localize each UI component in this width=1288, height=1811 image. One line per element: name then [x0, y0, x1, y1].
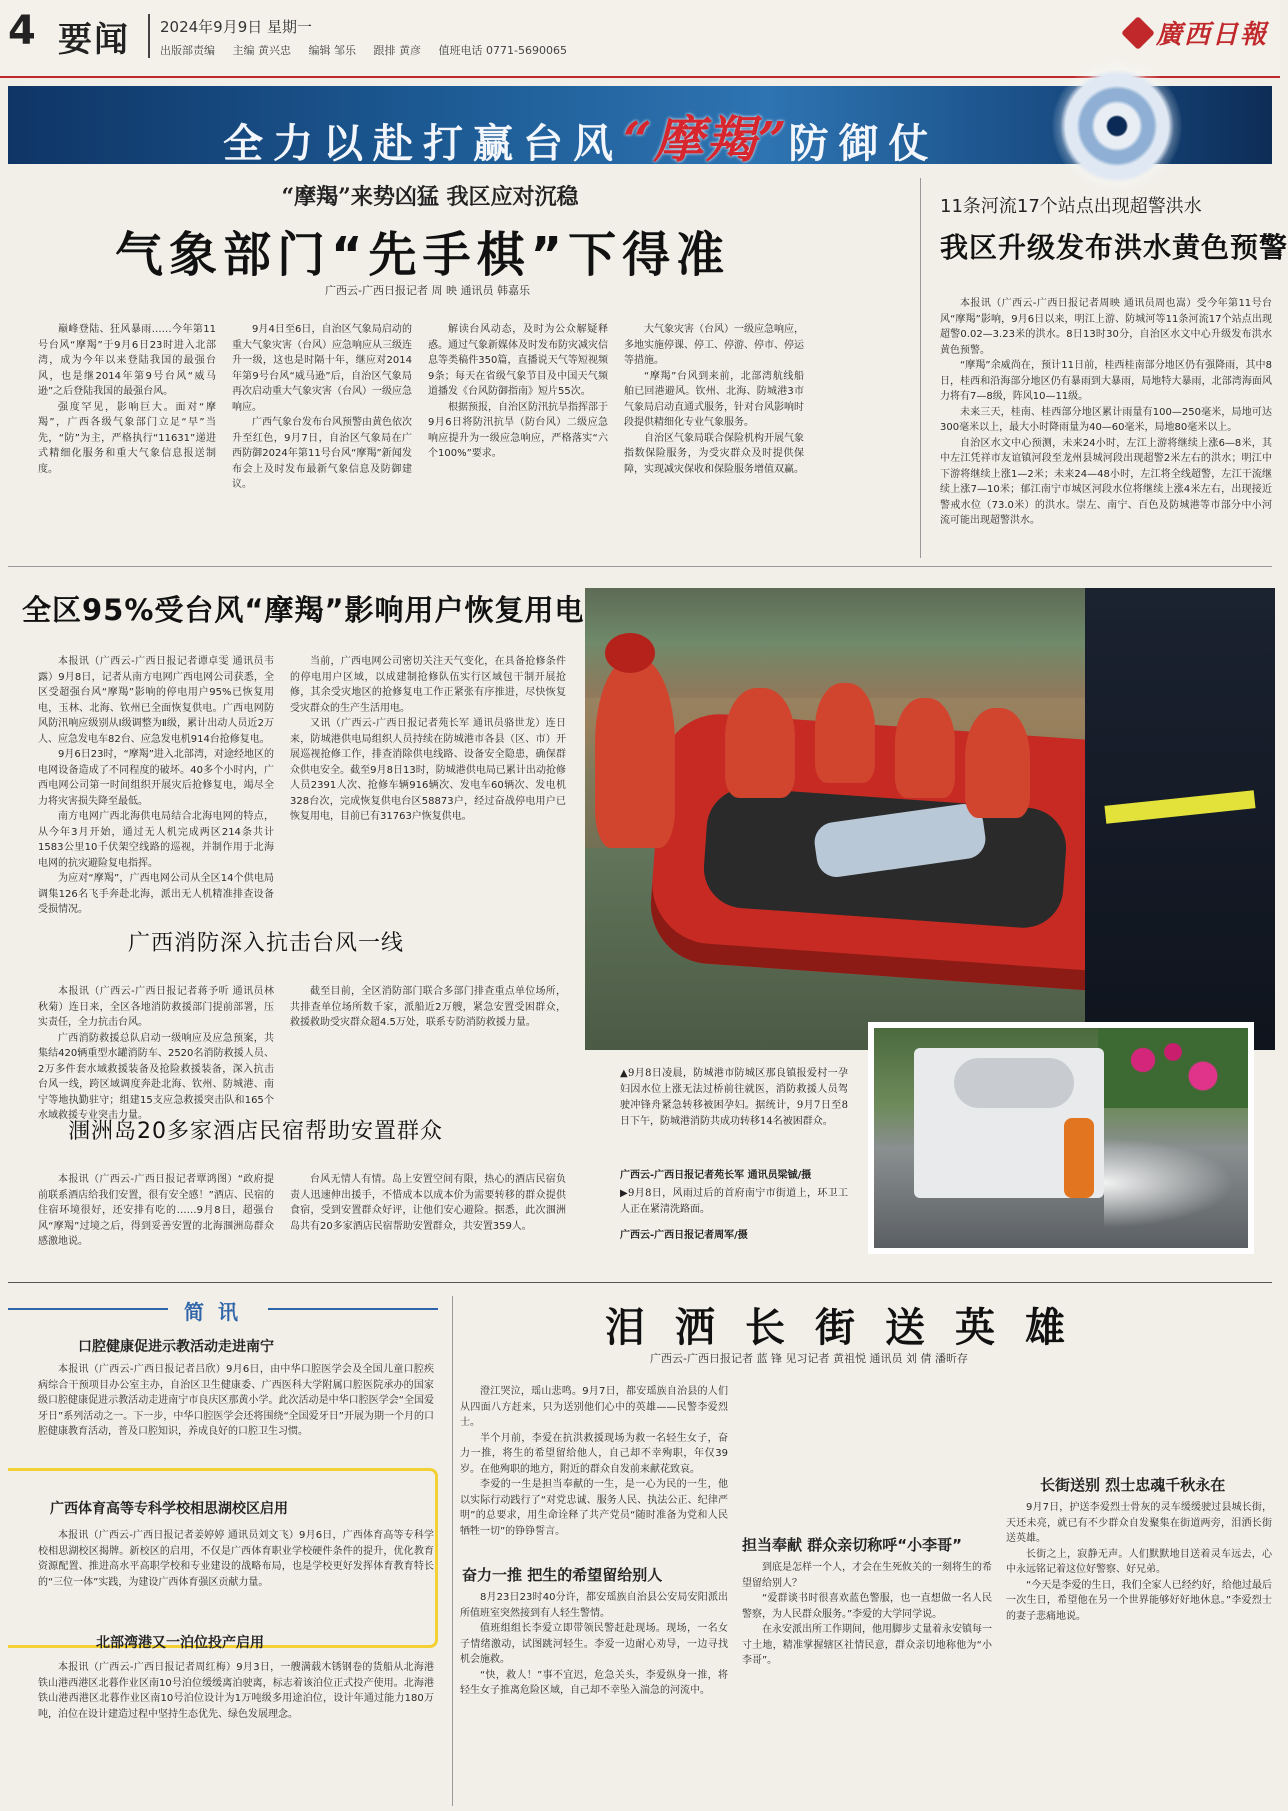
topic-banner [8, 86, 1272, 169]
paragraph: 根据预报，自治区防汛抗旱指挥部于9月6日将防汛抗旱（防台风）二级应急响应提升为一级应急响应，严格落实“六个100%”要求。 [428, 401, 608, 459]
rescuer-figure [895, 698, 955, 798]
tribute-column-2 [742, 1560, 992, 1806]
masthead-divider [148, 14, 150, 58]
paragraph: 李爱的一生是担当奉献的一生，是一心为民的一生，他以实际行动践行了“对党忠诚、服务人民、执法公正、纪律严明”的总要求，用生命诠释了共产党员“随时准备为党和人民牺牲一切”的铮铮誓言。 [460, 1479, 728, 1537]
paragraph: 未来三天，桂南、桂西部分地区累计雨量有100—250毫米，局地可达300毫米以上，最大小时降雨量为40—60毫米，局地80毫米以上。 [940, 406, 1272, 433]
paragraph: 长街之上，寂静无声。人们默默地目送着灵车远去，心中永远铭记着这位好警察、好兄弟。 [1006, 1548, 1272, 1575]
rescuer-figure [725, 688, 795, 798]
flood-headline: 我区升级发布洪水黄色预警 [940, 231, 1288, 264]
meta-item: 主编 黄兴忠 [232, 44, 291, 57]
paragraph: 当前，广西电网公司密切关注天气变化，在具备抢修条件的停电用户区域，以成建制抢修队伍实行区域包干制开展抢修，其余受灾地区的抢修复电工作正紧张有序推进，尽快恢复受灾群众的生产生活用电。 [290, 656, 566, 714]
street-cleaning-photo [868, 1022, 1254, 1254]
flower-bed [1098, 1028, 1248, 1108]
paragraph: 半个月前，李爱在抗洪救援现场为救一名轻生女子，奋力一推，将生的希望留给他人，自己却不幸殉职，年仅39岁。在他殉职的地方，附近的群众自发前来献花致哀。 [460, 1432, 728, 1475]
lead-kicker: “摩羯”来势凶猛 我区应对沉稳 [281, 184, 579, 210]
paragraph: 大气象灾害（台风）一级应急响应，多地实施停课、停工、停游、停市、停运等措施。 [624, 324, 804, 366]
paragraph: 自治区水文中心预测，未来24小时，左江上游将继续上涨6—8米，其中左江凭祥市友谊镇河段至龙州县城河段出现超警2米左右的洪水；明江中下游将继续上涨1—2米；未来24—48小时，左江将全线超警，左江干流继续上涨7—10米；郁江南宁市城区河段水位将继续上涨4米左右，出现接近警戒水位（73.0米）的洪水。崇左、南宁、百色及防城港等市部分中小河流可能出现超警洪水。 [940, 437, 1272, 526]
section-name: 要闻 [58, 20, 130, 60]
paragraph: 又讯（广西云-广西日报记者苑长军 通讯员骆世龙）连日来，防城港供电局组织人员持续在防城港市各县（区、市）开展巡视抢修工作，排查消除供电线路、设备安全隐患，确保群众供电安全。截至9月8日13时，防城港供电局已累计出动抢修人员2391人次、抢修车辆916辆次、发电车60辆次、发电机328台次，完成恢复供电台区58873户，经过奋战停电用户已恢复用电，目前已有31763户恢复供电。 [290, 718, 566, 822]
rescuer-helmet [605, 633, 655, 673]
tribute-section-heading: 奋力一推 把生的希望留给别人 [462, 1566, 663, 1584]
logo-diamond-icon [1121, 16, 1155, 50]
rescue-credit: 广西云-广西日报记者苑长军 通讯员梁铖/摄 [620, 1170, 812, 1181]
banner-post: 防御仗 [788, 121, 939, 167]
paragraph: “摩羯”余威尚在，预计11日前，桂西桂南部分地区仍有强降雨，其中8日，桂西和沿海部分地区仍有暴雨到大暴雨，局地特大暴雨，北部湾海面风力将有7—8级，阵风10—11级。 [940, 360, 1272, 402]
meta-item: 出版部责编 [160, 44, 215, 57]
masthead-meta [160, 42, 581, 58]
meta-item: 值班电话 0771-5690065 [438, 44, 567, 57]
issue-date: 2024年9月9日 星期一 [160, 18, 313, 36]
brief-body: 本报讯（广西云-广西日报记者周红梅）9月3日，一艘满载木锈钢卷的货船从北海港铁山港西港区北暮作业区南10号泊位缓缓离泊驶离，标志着该泊位正式投产使用。北海港铁山港西港区北暮作业区南10号泊位设计为1万吨级多用途泊位，设计年通过能力180万吨，泊位在设计建造过程中坚持生态优先、绿色发展理念。 [38, 1662, 434, 1720]
lead-column-2 [232, 322, 412, 550]
brief-title: 北部湾港又一泊位投产启用 [96, 1635, 264, 1651]
paragraph: 台风无情人有情。岛上安置空间有限，热心的酒店民宿负责人迅速伸出援手，不惜成本以成本价为需要转移的群众提供食宿，受到安置群众好评，让他们安心避险。据悉，此次涠洲岛共有20多家酒店民宿帮助安置群众，共安置359人。 [290, 1174, 566, 1232]
paragraph: 8月23日23时40分许，都安瑶族自治县公安局安阳派出所值班室突然接到有人轻生警情。 [460, 1592, 728, 1619]
masthead [0, 0, 1280, 78]
paragraph: 到底是怎样一个人，才会在生死攸关的一刻将生的希望留给别人？ [742, 1562, 992, 1589]
flood-body [940, 296, 1272, 552]
section-divider [8, 566, 1272, 567]
brief-body: 本报讯（广西云-广西日报记者姜婷婷 通讯员刘文飞）9月6日，广西体育高等专科学校相思湖校区揭牌。新校区的启用，不仅是广西体育职业学校硬件条件的提升，优化教育资源配置、推进高水平高职学校和专业建设的战略布局，也是学校更好发挥体育教育特长的“三位一体”实践，为建设广西体育强区贡献力量。 [38, 1530, 434, 1588]
street-caption: ▶9月8日，风雨过后的首府南宁市街道上，环卫工人正在紧清洗路面。 [620, 1188, 848, 1215]
banner-slogan [223, 100, 939, 172]
section-divider [8, 1282, 1272, 1283]
paragraph: “快，救人！”事不宜迟，危急关头，李爱纵身一推，将轻生女子推离危险区域，自己却不幸坠入湍急的河流中。 [460, 1669, 728, 1696]
paragraph: 强度罕见，影响巨大。面对“摩羯”，广西各级气象部门立足“早”当先，“防”为主，严格执行“11631”递进式精细化服务和重大气象信息报送制度。 [38, 401, 216, 475]
paragraph: 在永安派出所工作期间，他用脚步丈量着永安镇每一寸土地，精准掌握辖区社情民意，群众亲切地称他为“小李哥”。 [742, 1624, 992, 1666]
paragraph: 截至目前，全区消防部门联合多部门排查重点单位场所，共排查单位场所数千家，派船近2万艘，紧急安置受困群众，救援救助受灾群众超4.5万处，联系专防消防救援力量。 [290, 986, 566, 1028]
paragraph: “今天是李爱的生日，我们全家人已经约好，给他过最后一次生日，希望他在另一个世界能够好好地休息。”李爱烈士的妻子悲痛地说。 [1006, 1579, 1272, 1622]
sanitation-worker [1064, 1118, 1094, 1198]
tribute-section-heading: 长街送别 烈士忠魂千秋永在 [1040, 1476, 1226, 1494]
tribute-section-heading: 担当奉献 群众亲切称呼“小李哥” [742, 1536, 962, 1554]
paragraph: 解读台风动态，及时为公众解疑释惑。通过气象新媒体及时发布防灾减灾信息等类稿件350篇，直播说天气等短视频9条；每天在省级气象节目及中国天气频道播发《台风防御指南》短片55次。 [428, 324, 608, 397]
power-column-1 [38, 654, 274, 915]
page-number: 4 [8, 8, 36, 54]
column-divider [452, 1296, 453, 1806]
water-spray [1104, 1138, 1234, 1228]
paragraph: 本报讯（广西云-广西日报记者周映 通讯员周也嵩）受今年第11号台风“摩羯”影响，9月6日以来，明江上游、防城河等11条河流17个站点出现超警0.02—3.23米的洪水。8日13时30分，自治区水文中心升级发布洪水黄色预警。 [940, 298, 1272, 356]
paragraph: 南方电网广西北海供电局结合北海电网的特点，从今年3月开始，通过无人机完成两区214条共计1583公里10千伏架空线路的巡视，并制作用于北海电网的抗灾避险复电指挥。 [38, 811, 274, 869]
paragraph: 9月4日至6日，自治区气象局启动的重大气象灾害（台风）应急响应从三级连升一级，这也是时隔十年，继应对2014年第9号台风“威马逊”后，自治区气象局再次启动重大气象灾害（台风）一级应急响应。 [232, 324, 412, 413]
lead-column-3 [428, 322, 608, 550]
weizhou-column-1 [38, 1172, 274, 1272]
brief-title: 广西体育高等专科学校相思湖校区启用 [50, 1501, 288, 1517]
weizhou-headline: 涠洲岛20多家酒店民宿帮助安置群众 [68, 1119, 443, 1144]
paragraph: “摩羯”台风到来前，北部湾航线船舶已回港避风。钦州、北海、防城港3市气象局启动直通式服务，针对台风影响时段提供精细化专业气象服务。 [624, 370, 804, 428]
truck-tank [954, 1058, 1074, 1108]
meta-item: 跟排 黄彦 [373, 44, 421, 57]
power-column-2 [290, 654, 566, 906]
paragraph: 澄江哭泣，瑶山悲鸣。9月7日，都安瑶族自治县的人们从四面八方赶来，只为送别他们心中的英雄——民警李爱烈士。 [460, 1386, 728, 1428]
rescuer-figure [965, 708, 1030, 818]
rescue-photo [585, 588, 1275, 1050]
rescue-caption: ▲9月8日凌晨，防城港市防城区那良镇报爱村一孕妇因水位上涨无法过桥前往就医，消防救援人员驾驶冲锋舟紧急转移被困孕妇。据统计，9月7日至8日下午，防城港消防共成功转移14名被困群众。 [620, 1068, 848, 1127]
newspaper-logo [1126, 14, 1268, 51]
typhoon-swirl-icon [1052, 61, 1182, 191]
tribute-column-1b [460, 1590, 728, 1806]
briefs-title: 简讯 [168, 1296, 268, 1325]
column-divider [920, 178, 921, 558]
tribute-column-3 [1006, 1500, 1272, 1806]
power-headline: 全区95%受台风“摩羯”影响用户恢复用电 [22, 593, 585, 627]
paragraph: 值班组组长李爱立即带领民警赶赴现场。现场，一名女子情绪激动，试图跳河轻生。李爱一边耐心劝导，一边寻找机会施救。 [460, 1623, 728, 1665]
paragraph: 为应对“摩羯”，广西电网公司从全区14个供电局调集126名飞手奔赴北海，派出无人机精准排查设备受损情况。 [38, 873, 274, 915]
briefs-header [8, 1296, 438, 1322]
flood-kicker: 11条河流17个站点出现超警洪水 [940, 196, 1202, 217]
logo-text: 廣西日報 [1155, 20, 1268, 50]
paragraph: 广西消防救援总队启动一级响应及应急预案，共集结420辆重型水罐消防车、2520名消防救援人员、2万多件套水域救援装备及抢险救援装备，深入抗击台风一线，跨区域调度奔赴北海、钦州、防城港、南宁等地执勤驻守；组建15支应急救援突击队和165个水域救援专业突击力量。 [38, 1032, 274, 1121]
paragraph: 自治区气象局联合保险机构开展气象指数保险服务，为受灾群众及时提供保障，实现减灾保收和保险服务增值双赢。 [624, 432, 804, 475]
paragraph: 巅峰登陆、狂风暴雨……今年第11号台风“摩羯”于9月6日23时进入北部湾，成为今年以来登陆我国的最强台风，也是继2014年第9号台风“威马逊”之后登陆我国的最强台风。 [38, 324, 216, 397]
paragraph: “爱群谈书时很喜欢蓝色警服，也一直想做一名人民警察，为人民群众服务。”李爱的大学同学说。 [742, 1593, 992, 1620]
tribute-column-1 [460, 1384, 728, 1554]
street-credit: 广西云-广西日报记者周军/摄 [620, 1230, 748, 1241]
paragraph: 本报讯（广西云-广西日报记者谭卓雯 通讯员韦露）9月8日，记者从南方电网广西电网公司获悉，全区受超强台风“摩羯”影响的停电用户95%已恢复用电，玉林、北海、钦州已全面恢复供电。广西电网防风防汛响应级别从Ⅰ级调整为Ⅱ级，累计出动人员近2万人、应急发电车82台、应急发电机914台抢修复电。 [38, 656, 274, 745]
rescuer-figure [815, 683, 875, 783]
paragraph: 9月6日23时，“摩羯”进入北部湾，对途经地区的电网设备造成了不同程度的破坏。40多个小时内，广西电网公司第一时间组织开展灾后抢修复电，竭尽全力将灾害损失降至最低。 [38, 749, 274, 807]
paragraph: 本报讯（广西云-广西日报记者蒋予听 通讯员林秋菊）连日来，全区各地消防救援部门提前部署，压实责任，全力抗击台风。 [38, 986, 274, 1028]
tribute-byline: 广西云-广西日报记者 蓝 锋 见习记者 黄祖悦 通讯员 刘 倩 潘昕存 [650, 1352, 968, 1365]
banner-pre: 全力以赴打赢台风 [223, 121, 623, 167]
lead-column-4 [624, 322, 804, 550]
lead-byline: 广西云-广西日报记者 周 映 通讯员 韩嘉乐 [325, 284, 530, 297]
weizhou-column-2 [290, 1172, 566, 1272]
paragraph: 广西气象台发布台风预警由黄色依次升至红色，9月7日，自治区气象局在广西防御2024年第11号台风“摩羯”新闻发布会上及时发布最新气象信息及防御建议。 [232, 417, 412, 490]
lead-column-1 [38, 322, 216, 550]
fire-column-2 [290, 984, 566, 1084]
fire-headline: 广西消防深入抗击台风一线 [128, 931, 405, 956]
tribute-headline: 泪洒长街送英雄 [605, 1304, 1095, 1351]
brief-body: 本报讯（广西云-广西日报记者吕欣）9月6日，由中华口腔医学会及全国儿童口腔疾病综合干预项目办公室主办，自治区卫生健康委、广西医科大学附属口腔医院承办的国家级口腔健康促进示教活动走进南宁市良庆区那黄小学。此次活动是中华口腔医学会“全国爱牙日”系列活动之一。下一步，中华口腔医学会还将围绕“全国爱牙日”开展为期一个月的口腔健康教育活动，普及口腔知识，养成良好的口腔卫生习惯。 [38, 1364, 434, 1437]
brief-title: 口腔健康促进示教活动走进南宁 [78, 1339, 274, 1355]
meta-item: 编辑 邹乐 [308, 44, 356, 57]
paragraph: 9月7日，护送李爱烈士骨灰的灵车缓缓驶过县城长街，天还未亮，就已有不少群众自发聚集在街道两旁，泪洒长街送英雄。 [1006, 1502, 1272, 1544]
fire-column-1 [38, 984, 274, 1121]
paragraph: 本报讯（广西云-广西日报记者覃鸿图）“政府提前联系酒店给我们安置，很有安全感！”酒店、民宿的住宿环境很好，还安排有吃的……9月8日，超强台风“摩羯”过境之后，得到妥善安置的北海涠洲岛群众感激地说。 [38, 1174, 274, 1247]
rescuer-figure [595, 658, 675, 848]
banner-typhoon-name: “摩羯” [623, 110, 789, 169]
lead-headline: 气象部门“先手棋”下得准 [115, 227, 731, 283]
